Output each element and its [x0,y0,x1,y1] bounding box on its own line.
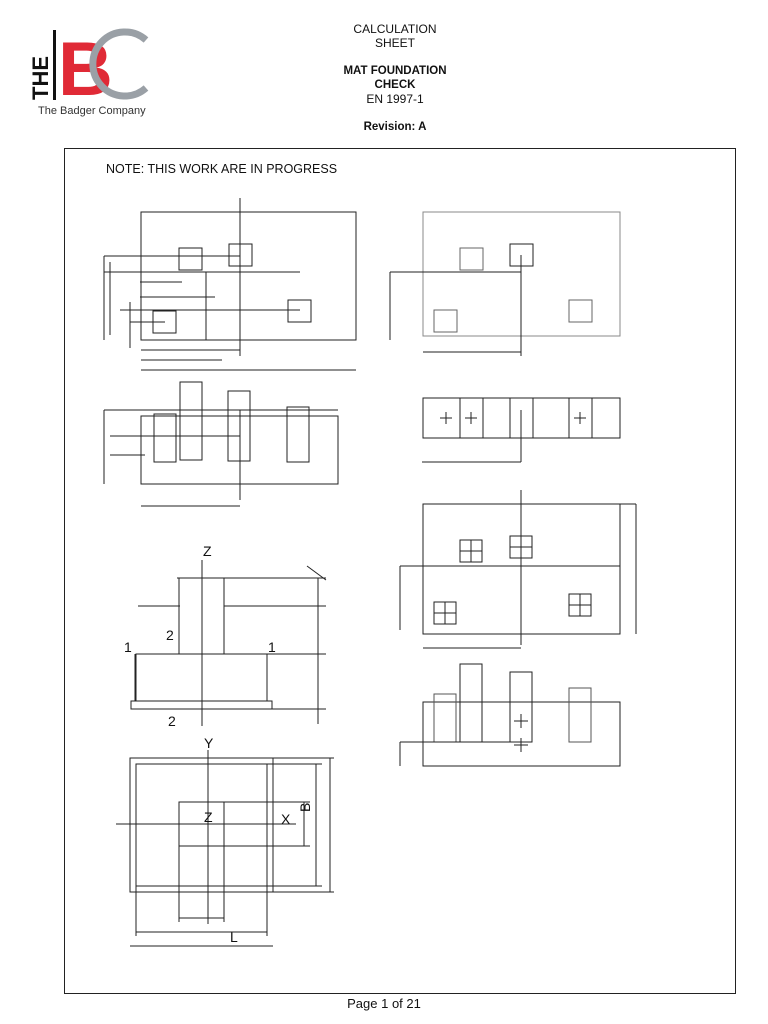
footing-plan [116,750,334,946]
section-mark-1-left: 1 [124,639,132,655]
elevation-left [104,382,338,506]
section-mark-2-bottom: 2 [168,713,176,729]
header-title2: CHECK [374,79,416,91]
section-mark-1-right: 1 [268,639,276,655]
axis-z-inner: Z [204,809,213,825]
header-title1: MAT FOUNDATION [343,65,447,77]
elevation-lower-right [400,664,620,766]
header-standard: EN 1997-1 [366,92,424,106]
logo-vertical-text: THE [28,56,53,100]
axis-x: X [281,811,291,827]
section-detail [131,560,326,726]
axis-y-upper: Y [204,735,214,751]
section-mark-2-left: 2 [166,627,174,643]
plan-view-right [390,212,620,356]
axis-z-upper: Z [203,543,212,559]
logo-letter-b: B [58,27,113,112]
dimension-b: B [297,802,313,812]
progress-note: NOTE: THIS WORK ARE IN PROGRESS [106,162,338,176]
header-line1: CALCULATION [353,22,437,36]
header-line2: SHEET [374,36,415,50]
dimension-l: L [230,929,238,945]
logo-company-name: The Badger Company [38,105,146,117]
plan-view-left [104,198,356,370]
header-revision: Revision: A [363,121,427,133]
elevation-right [422,398,620,462]
page-footer: Page 1 of 21 [347,996,421,1011]
plan-crosshair-right [400,490,636,648]
